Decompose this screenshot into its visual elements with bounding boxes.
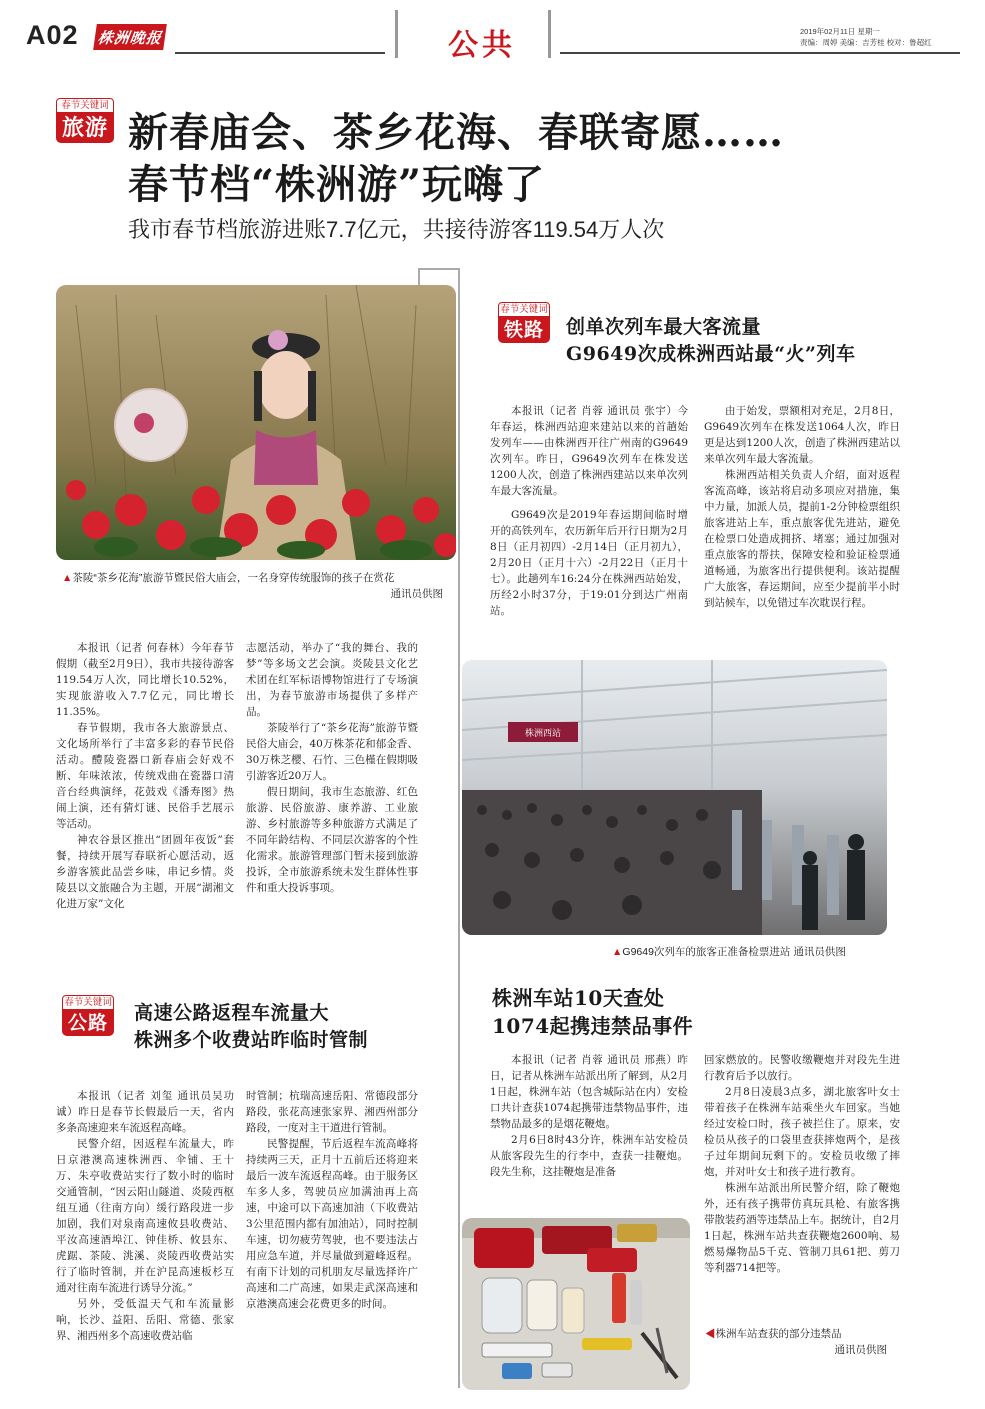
section-title: 公共 [448,28,516,63]
lead-paragraph: 志愿活动，举办了“我的舞台、我的梦”等多场文艺会演。炎陵县文化艺术团在红军标语博物馆进行了专场演出，为春节旅游市场提供了多样产品。 [246,642,418,718]
station-paragraph: 2月6日8时43分许，株洲车站安检员从旅客段先生的行李中，查获一挂鞭炮。段先生称，这挂鞭炮是准备 [490,1134,688,1178]
lead-photo-credit: 通讯员供图 [390,588,443,600]
highway-headline-line2: 株洲多个收费站昨临时管制 [134,1029,369,1051]
rail-photo [462,660,887,935]
highway-tag-top: 春节关键词 [62,995,114,1010]
rail-paragraph: 由于始发，票额相对充足，2月8日，G9649次列车在株发送1064人次，昨日更是达到1200人次，创造了株洲西建站以来单次列车最大客流量。 [704,405,900,465]
station-headline-line1: 株洲车站10天查处 [492,986,665,1010]
lead-photo-caption: 茶陵“茶乡花海”旅游节暨民俗大庙会，一名身穿传统服饰的孩子在赏花 [72,572,395,584]
lead-paragraph: 本报讯（记者 何春林）今年春节假期（截至2月9日），我市共接待游客119.54万人次，同比增长10.52%，实现旅游收入7.7亿元，同比增长11.35%。 [56,642,234,718]
rail-headline-line2: G9649次成株洲西站最“火”列车 [566,343,856,365]
highway-tag-word: 公路 [67,1012,108,1034]
station-photo-caption: 株洲车站查获的部分违禁品 [715,1328,842,1340]
rail-paragraph: G9649次是2019年春运期间临时增开的高铁列车，农历新年后开行日期为2月8日（正月初四）-2月14日（正月初九），2月20日（正月十六）-2月22日（正月十七）。此趟列车16:24分在株洲西站始发，历经2小时37分，于19:01分到达广州南站。 [490,509,688,617]
station-sign-text: 株洲西站 [524,729,562,739]
masthead-divider-left [395,10,398,58]
station-headline-line2: 1074起携违禁品事件 [492,1014,694,1038]
rail-body-col1 [490,403,688,619]
station-photo-credit: 通讯员供图 [834,1344,887,1356]
lead-paragraph: 春节假期，我市各大旅游景点、文化场所举行了丰富多彩的春节民俗活动。醴陵瓷器口新春庙会好戏不断、年味浓浓，传统戏曲在瓷器口清音台经典演绎，花鼓戏《潘寿图》热闹上演，还有猜灯谜、民俗手艺展示等活动。 [56,722,234,830]
masthead-rule-right [560,52,960,54]
lead-headline-line1: 新春庙会、茶乡花海、春联寄愿…… [128,109,784,156]
highway-paragraph: 民警介绍，因返程车流量大，昨日京港澳高速株洲西、伞铺、王十万、朱亭收费站实行了数小时的临时交通管制，“因云阳山隧道、炎陵西枢纽互通（往南方向）缓行路段进一步加剧，我们对泉南高速攸县收费站、平汝高速酒埠江、钟佳桥、攸县东、虎踞、茶陵、洮溪、炎陵西收费站实行了临时管制，并在沪昆高速板杉互通对往南车流进行诱导分流。” [56,1138,234,1294]
rail-paragraph: 株洲西站相关负责人介绍，面对返程客流高峰，该站将启动多项应对措施，集中力量，加派人员，提前1-2分钟检票组织旅客进站上车，重点旅客优先进站，避免在检票口处造成拥挤、堵塞；通过加强对重点旅客的帮扶，保障安检和验证检票通道畅通，为旅客出行提供便利。该站提醒广大旅客，春运期间，应至少提前半小时到站候车，以免错过车次耽误行程。 [704,469,900,609]
highway-paragraph: 另外，受低温天气和车流量影响，长沙、益阳、岳阳、常德、张家界、湘西州多个高速收费站临 [56,1298,234,1342]
lead-paragraph: 神农谷景区推出“团圆年夜饭”套餐，持续开展写春联祈心愿活动，返乡游客簇此品尝乡味，串记乡情。炎陵县以文旅融合为主题，开展“湖湘文化进万家”文化 [56,834,234,910]
staff-line: 责编：周婷 美编：吉芳桂 校对：鲁超红 [800,38,932,47]
station-paragraph: 2月8日凌晨3点多，湖北旅客叶女士带着孩子在株洲车站乘坐火车回家。当她经过安检口时，孩子被拦住了。原来，安检员从孩子的口袋里查获摔炮两个，是孩子过年期间玩剩下的。安检员收缴了摔炮，并对叶女士和孩子进行教育。 [704,1086,900,1178]
lead-tag-word: 旅游 [61,115,108,141]
lead-paragraph: 茶陵举行了“茶乡花海”旅游节暨民俗大庙会，40万株茶花和郁金香、30万株芝樱、石竹、三色槿在假期吸引游客近20万人。 [246,722,418,782]
rail-body-col2 [704,403,900,611]
station-body-col2 [704,1052,900,1276]
highway-paragraph: 时管制；杭瑞高速岳阳、常德段部分路段，张花高速张家界、湘西州部分路段，一度对主干道进行管制。 [246,1090,418,1134]
lead-tag-top: 春节关键词 [56,98,114,113]
rail-keyword-tag [498,302,550,343]
masthead-meta [800,26,960,48]
highway-paragraph: 民警提醒，节后返程车流高峰将持续两三天，正月十五前后还将迎来最后一波车流返程高峰。由于服务区车多人多，驾驶员应加满油再上高速，中途可以下高速加油（下收费站3公里范围内都有加油站），同时控制车速，切勿疲劳驾驶，也不要违法占用应急车道，并尽量做到避峰返程。有南下计划的司机朋友尽量选择许广高速和二广高速，如果走武深高速和京港澳高速会花费更多的时间。 [246,1138,418,1310]
caption-triangle-icon: ▲ [612,946,623,958]
lead-body-col1 [56,640,234,912]
rail-photo-credit: 通讯员供图 [793,946,846,958]
station-paragraph: 株洲车站派出所民警介绍，除了鞭炮外，还有孩子携带仿真玩具枪、有旅客携带散装药酒等违禁品上车。据统计，自2月1日起，株洲车站共查获鞭炮2600响、易燃易爆物品5千克、管制刀具61把、剪刀等利器714把等。 [704,1182,900,1274]
lead-subheadline: 我市春节档旅游进账7.7亿元，共接待游客119.54万人次 [128,217,665,242]
caption-triangle-icon: ◀ [705,1328,716,1340]
column-frame-top [418,268,460,270]
lead-photo-caption-block [62,570,457,602]
rail-tag-top: 春节关键词 [498,302,550,317]
masthead-divider-right [548,10,551,58]
station-body-col1 [490,1052,688,1180]
column-frame-right [458,268,460,1388]
highway-body-col2 [246,1088,418,1312]
highway-body-col1 [56,1088,234,1344]
date-line: 2019年02月11日 星期一 [800,27,880,36]
rail-tag-word: 铁路 [503,319,544,341]
station-photo [462,1218,690,1390]
lead-photo [56,285,456,560]
rail-headline-line1: 创单次列车最大客流量 [566,316,762,338]
station-photo-caption-block [705,1326,895,1358]
highway-keyword-tag [62,995,114,1036]
station-paragraph: 回家燃放的。民警收缴鞭炮并对段先生进行教育后予以放行。 [704,1054,900,1082]
lead-paragraph: 假日期间，我市生态旅游、红色旅游、民俗旅游、康养游、工业旅游、乡村旅游等多种旅游方式满足了不同年龄结构、不同层次游客的个性化需求。旅游管理部门暂未接到旅游投诉，全市旅游系统未发生群体性事件和重大投诉事项。 [246,786,418,894]
station-paragraph: 本报讯（记者 肖蓉 通讯员 邢燕）昨日，记者从株洲车站派出所了解到，从2月1日起，株洲车站（包含城际站在内）安检口共计查获1074起携带违禁物品事件，违禁物品最多的是烟花鞭炮。 [490,1054,688,1130]
lead-headline-line2: 春节档“株洲游”玩嗨了 [128,161,546,208]
rail-paragraph: 本报讯（记者 肖蓉 通讯员 张宇）今年春运，株洲西站迎来建站以来的首趟始发列车——由株洲西开往广州南的G9649次列车。昨日，G9649次列车在株发送1200人次，创造了株洲西建站以来单次列车最大客流量。 [490,405,688,497]
rail-photo-caption-block [612,944,892,960]
masthead-rule-left [175,52,385,54]
newspaper-logo: 株洲晚报 [93,24,167,50]
page-number: A02 [26,20,79,50]
caption-triangle-icon: ▲ [62,572,73,584]
rail-photo-caption: G9649次列车的旅客正准备检票进站 [622,946,791,958]
highway-paragraph: 本报讯（记者 刘玺 通讯员吴功诚）昨日是春节长假最后一天，省内多条高速迎来车流返程高峰。 [56,1090,234,1134]
lead-keyword-tag [56,98,114,143]
highway-headline-line1: 高速公路返程车流量大 [134,1002,330,1024]
lead-body-col2 [246,640,418,896]
